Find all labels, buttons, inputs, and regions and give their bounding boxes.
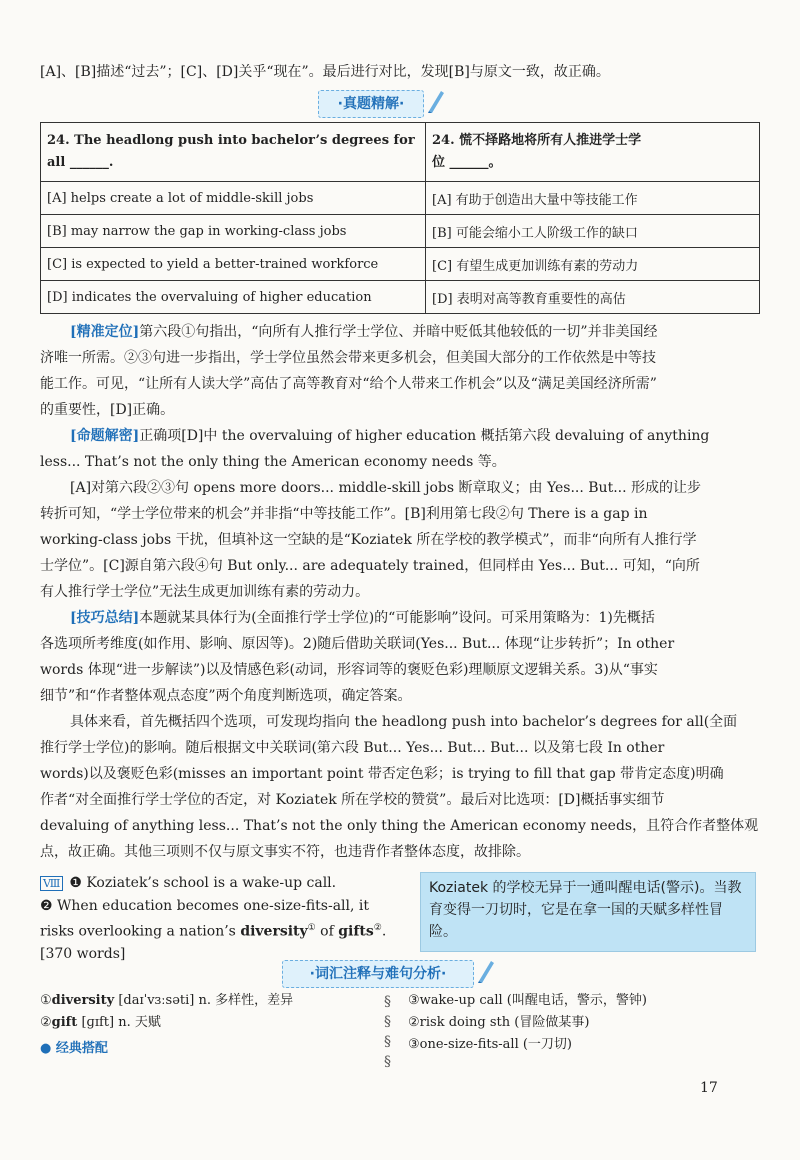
- translation-box: Koziatek 的学校无异于一通叫醒电话(警示)。当教育变得一刀切时，它是在拿一国的天赋多样性冒险。: [420, 872, 756, 952]
- wrong-line-3: working-class jobs 干扰，但填补这一空缺的是“Koziatek 所在学校的教学模式”，而非“向所有人推行学: [40, 532, 697, 548]
- intro-line: [A]、[B]描述“过去”；[C]、[D]关乎“现在”。最后进行对比，发现[B]与原文一致，故正确。: [40, 64, 610, 80]
- detail-line-5: devaluing of anything less... That’s not the only thing the American economy needs，且符合作者整体观: [40, 818, 759, 834]
- keyword-diversity: diversity: [240, 923, 308, 940]
- wrong-line-5: 有人推行学士学位”无法生成更加训练有素的劳动力。: [40, 584, 370, 600]
- option-a-en: [A] helps create a lot of middle-skill jobs: [41, 182, 426, 215]
- detail-line-2: 推行学士学位)的影响。随后根据文中关联词(第六段 But... Yes... But... But... 以及第七段 In other: [40, 740, 665, 756]
- detail-line-3: words)以及褒贬色彩(misses an important point 带否定色彩；is trying to fill that gap 带肯定态度)明确: [40, 766, 724, 782]
- locate-line-3: 能工作。可见，“让所有人读大学”高估了高等教育对“给个人带来工作机会”以及“满足美国经济所需”: [40, 376, 657, 392]
- detail-line-1: 具体来看，首先概括四个选项，可发现均指向 the headlong push into bachelor’s degrees for all(全面: [70, 714, 738, 730]
- wrong-line-4: 士学位”。[C]源自第六段④句 But only... are adequately trained，但同样由 Yes... But... 可知，“向所: [40, 558, 700, 574]
- question-stem-en: 24. The headlong push into bachelor’s degrees for all ______.: [41, 123, 426, 182]
- detail-line-4: 作者“对全面推行学士学位的否定，对 Koziatek 所在学校的赞赏”。最后对比选项：[D]概括事实细节: [40, 792, 665, 808]
- locate-tag: [精准定位]: [70, 324, 140, 340]
- vocab-phrase-1: ③wake-up call (叫醒电话，警示，警钟): [408, 993, 647, 1008]
- detail-line-6: 点，故正确。其他三项则不仅与原文事实不符，也违背作者整体态度，故排除。: [40, 844, 530, 860]
- option-a-cn: [A] 有助于创造出大量中等技能工作: [426, 182, 760, 215]
- skill-line-4: 细节”和“作者整体观点态度”两个角度判断选项，确定答案。: [40, 688, 412, 704]
- option-d-cn: [D] 表明对高等教育重要性的高估: [426, 281, 760, 314]
- option-b-cn: [B] 可能会缩小工人阶级工作的缺口: [426, 215, 760, 248]
- option-d-en: [D] indicates the overvaluing of higher education: [41, 281, 426, 314]
- question-stem-cn: 24. 慌不择路地将所有人推进学士学 位 ______。: [426, 123, 760, 182]
- pen-icon: [476, 956, 496, 984]
- decode-para: [命题解密]正确项[D]中 the overvaluing of higher education 概括第六段 devaluing of anything: [70, 428, 710, 444]
- wrong-line-2: 转折可知，“学士学位带来的机会”并非指“中等技能工作”。[B]利用第七段②句 There is a gap in: [40, 506, 648, 522]
- option-c-cn: [C] 有望生成更加训练有素的劳动力: [426, 248, 760, 281]
- page-number: 17: [700, 1080, 718, 1096]
- skill-tag: [技巧总结]: [70, 610, 140, 626]
- section-banner-exam: ·真题精解·: [318, 90, 424, 118]
- collocation-heading: ● 经典搭配: [40, 1041, 108, 1056]
- vocab-phrase-2: ②risk doing sth (冒险做某事): [408, 1015, 590, 1030]
- vocab-left: [40, 990, 293, 1060]
- locate-line-4: 的重要性，[D]正确。: [40, 402, 175, 418]
- passage-text: Ⅷ ❶ Koziatek’s school is a wake-up call. ❷ When education becomes one-size-fits-all, it risks overlooking a nation’s diversity① of gifts②. [370 words]: [40, 875, 387, 962]
- vocab-phrase-3: ③one-size-fits-all (一刀切): [408, 1037, 573, 1052]
- question-table: [40, 122, 760, 314]
- locate-para: [精准定位]第六段①句指出，“向所有人推行学士学位、并暗中贬低其他较低的一切”并非美国经: [70, 324, 658, 340]
- pen-icon: [426, 86, 446, 114]
- wrong-line-1: [A]对第六段②③句 opens more doors... middle-skill jobs 断章取义；由 Yes... But... 形成的让步: [70, 480, 702, 496]
- skill-line-3: words 体现“进一步解读”)以及情感色彩(动词，形容词等的褒贬色彩)理顺原文逻辑关系。3)从“事实: [40, 662, 658, 678]
- option-c-en: [C] is expected to yield a better-trained workforce: [41, 248, 426, 281]
- skill-line-2: 各选项所考维度(如作用、影响、原因等)。2)随后借助关联词(Yes... But... 体现“让步转折”；In other: [40, 636, 675, 652]
- vocab-item-gift: ②gift [ɡɪft] n. 天赋: [40, 1015, 161, 1030]
- bullet-icon: ●: [40, 1041, 52, 1056]
- decode-tag: [命题解密]: [70, 428, 140, 444]
- skill-para: [技巧总结]本题就某具体行为(全面推行学士学位)的“可能影响”设问。可采用策略为：1)先概括: [70, 610, 655, 626]
- paragraph-number: Ⅷ: [40, 876, 63, 891]
- option-b-en: [B] may narrow the gap in working-class jobs: [41, 215, 426, 248]
- decode-line-2: less... That’s not the only thing the American economy needs 等。: [40, 454, 506, 470]
- locate-line-2: 济唯一所需。②③句进一步指出，学士学位虽然会带来更多机会，但美国大部分的工作依然是中等技: [40, 350, 656, 366]
- wave-divider: § § § §: [384, 994, 391, 1070]
- section-banner-vocab: ·词汇注释与难句分析·: [282, 960, 474, 988]
- vocab-item-diversity: ①diversity [daɪˈvɜːsəti] n. 多样性，差异: [40, 993, 294, 1008]
- vocab-right: [408, 990, 647, 1056]
- keyword-gifts: gifts: [338, 923, 374, 940]
